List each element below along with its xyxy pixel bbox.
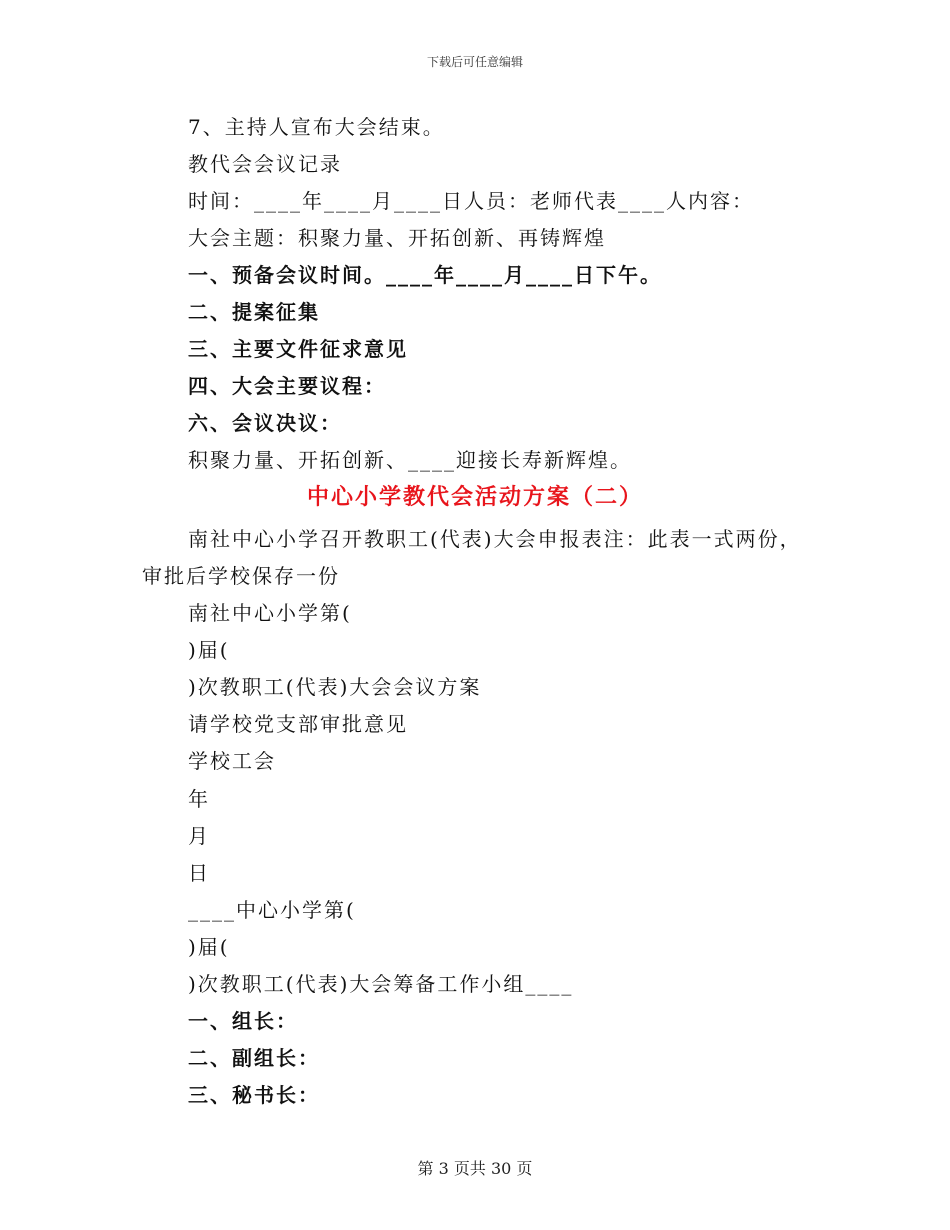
text-line: 月 bbox=[188, 824, 210, 848]
text-line: 学校工会 bbox=[188, 749, 276, 773]
text-line: ____中心小学第( bbox=[188, 898, 356, 922]
text-line: )届( bbox=[188, 935, 230, 959]
text-line: 日 bbox=[188, 861, 210, 885]
text-line: )次教职工(代表)大会筹备工作小组____ bbox=[188, 972, 574, 996]
section-title: 中心小学教代会活动方案（二） bbox=[306, 484, 643, 510]
heading-line: 四、大会主要议程： bbox=[188, 374, 386, 398]
text-line: 请学校党支部审批意见 bbox=[188, 712, 408, 736]
paragraph-line: 审批后学校保存一份 bbox=[142, 564, 340, 588]
heading-line: 三、主要文件征求意见 bbox=[188, 337, 408, 361]
text-line: 时间：____年____月____日人员：老师代表____人内容： bbox=[188, 189, 754, 213]
heading-line: 二、提案征集 bbox=[188, 300, 320, 324]
text-line: 教代会会议记录 bbox=[188, 152, 342, 176]
text-line: 年 bbox=[188, 787, 210, 811]
heading-line: 三、秘书长： bbox=[188, 1083, 320, 1107]
heading-line: 二、副组长： bbox=[188, 1046, 320, 1070]
heading-line: 六、会议决议： bbox=[188, 411, 342, 435]
page-header: 下载后可任意编辑 bbox=[426, 55, 523, 69]
text-line: )届( bbox=[188, 638, 230, 662]
text-line: 大会主题：积聚力量、开拓创新、再铸辉煌 bbox=[188, 226, 606, 250]
text-line: 积聚力量、开拓创新、____迎接长寿新辉煌。 bbox=[188, 448, 632, 472]
text-line: 南社中心小学第( bbox=[188, 601, 352, 625]
text-line: )次教职工(代表)大会会议方案 bbox=[188, 675, 482, 699]
page-footer: 第 3 页共 30 页 bbox=[417, 1159, 533, 1178]
heading-line: 一、组长： bbox=[188, 1009, 298, 1033]
paragraph-line: 南社中心小学召开教职工(代表)大会申报表注：此表一式两份， bbox=[188, 527, 802, 551]
heading-line: 一、预备会议时间。____年____月____日下午。 bbox=[188, 263, 662, 287]
text-line: 7、主持人宣布大会结束。 bbox=[188, 115, 445, 139]
